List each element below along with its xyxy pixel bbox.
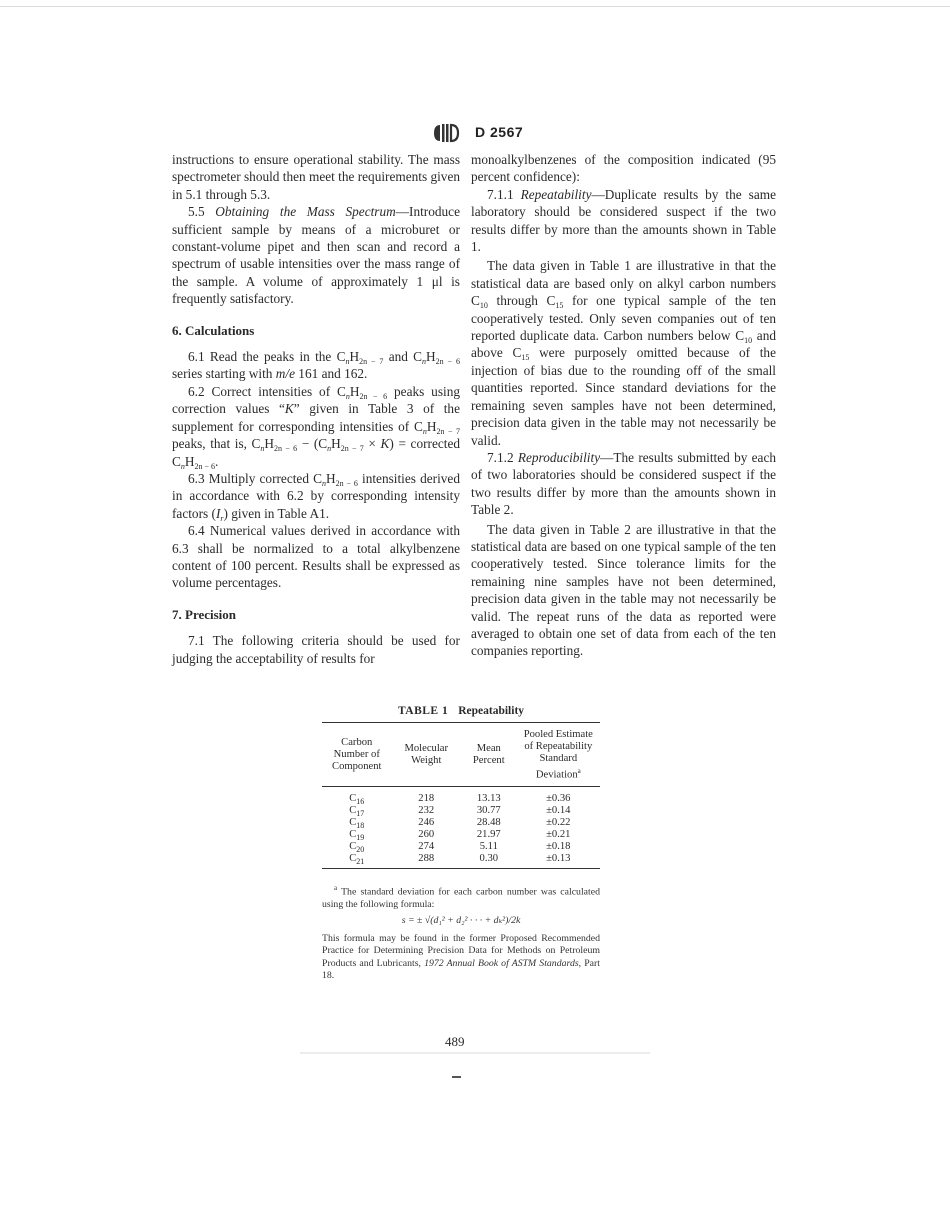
table-cell: 5.11: [479, 840, 498, 852]
paragraph-6-3: 6.3 Multiply corrected $C_nH_{2n - 6}$ intensities derived in accordance with 6.2 by corresponding intensity factors $(I_r)$ given in Table A1.: [172, 470, 460, 523]
left-column: [172, 151, 460, 667]
paragraph: monoalkylbenzenes of the composition indicated (95 percent confidence):: [471, 152, 776, 185]
table-header-row: [322, 723, 600, 787]
astm-logo-icon: [430, 123, 462, 143]
section-heading-calculations: 6. Calculations: [172, 322, 255, 338]
table-cell: ±0.21: [546, 828, 571, 840]
table-caption: [322, 705, 600, 717]
table-number: TABLE 1: [397, 705, 449, 717]
table-title: Repeatability: [458, 705, 525, 717]
table-cell: $C_{18}$: [349, 816, 365, 830]
table-row: [322, 853, 600, 869]
table-cell: 218: [418, 792, 435, 804]
section-heading-precision: 7. Precision: [172, 606, 237, 622]
table-cell: ±0.14: [546, 804, 571, 816]
table-cell: 28.48: [476, 816, 501, 828]
table-cell: 260: [418, 828, 435, 840]
paragraph-6-4: 6.4 Numerical values derived in accordance with 6.3 shall be normalized to a total alkylbenzene content of 100 percent. Results shall be expressed as volume percentages.: [172, 523, 460, 591]
scan-edge-line: [0, 6, 950, 7]
column-header: Carbon Number of Component: [322, 723, 392, 787]
table-row: [322, 841, 600, 853]
table-footnote: $^a$ The standard deviation for each carbon number was calculated using the following formula:: [322, 884, 600, 910]
table-cell: ±0.22: [546, 816, 571, 828]
page-number: 489: [445, 1034, 465, 1049]
paragraph-table1-discussion: The data given in Table 1 are illustrative in that the statistical data are based only on alkyl carbon numbers $C_{10}$ through $C_{15}$ for one typical sample of the ten cooperatively tested. Only seven companies out of ten reported duplicate data. Carbon numbers below $C_{10}$ and above $C_{15}$ were purposely omitted because of the injection of bias due to the rounding off of the small quantities reported. Since standard deviations for the remaining seven samples have not been determined, precision data given in the table may not necessarily be valid.: [471, 258, 777, 448]
table-cell: 246: [418, 816, 435, 828]
paragraph: instructions to ensure operational stability. The mass spectrometer should then meet the requirements given in 5.1 through 5.3.: [172, 152, 461, 202]
table-row: [322, 817, 600, 829]
table-cell: 21.97: [476, 828, 501, 840]
repeatability-table: [322, 722, 600, 869]
table-row: [322, 786, 600, 805]
table-footnotes: [322, 882, 600, 982]
paragraph-5-5: 5.5 Obtaining the Mass Spectrum—Introduce sufficient sample by means of a microburet or constant-volume pipet and then scan and record a spectrum of usable intensities over the mass range of the sample. A volume of approximately 1 μl is frequently satisfactory.: [172, 204, 460, 307]
table-cell: 288: [392, 853, 462, 869]
table-cell: ±0.36: [546, 792, 571, 804]
table-cell: 274: [418, 840, 435, 852]
table-cell: $C_{17}$: [349, 804, 365, 818]
right-column: [471, 151, 776, 660]
paragraph-7-1: 7.1 The following criteria should be used for judging the acceptability of results for: [172, 633, 460, 666]
table-row: [322, 829, 600, 841]
table-cell: $C_{19}$: [349, 828, 365, 842]
paragraph-6-2: 6.2 Correct intensities of $C_nH_{2n - 6}$ peaks using correction values “K” given in Table 3 of the supplement for corresponding intensities of $C_nH_{2n - 7}$ peaks, that is, $C_nH_{2n - 6} - (C_nH_{2n - 7} \times K)$ = corrected $C_nH_{2n - 6}$.: [172, 383, 460, 471]
table-row: [322, 805, 600, 817]
table-cell: $C_{20}$: [349, 840, 365, 854]
scan-smudge: [300, 1052, 650, 1054]
table-cell: 0.30: [461, 853, 517, 869]
document-id: D 2567: [475, 124, 524, 140]
column-header: Molecular Weight: [392, 723, 462, 787]
table-cell: ±0.13: [517, 853, 600, 869]
column-header: Mean Percent: [461, 723, 517, 787]
source-note: This formula may be found in the former Proposed Recommended Practice for Determining Precision Data for Methods on Petroleum Products and Lubricants, 1972 Annual Book of ASTM Standards, Part 18.: [322, 933, 600, 982]
table-cell: 232: [418, 804, 435, 816]
table-cell: ±0.18: [546, 840, 571, 852]
table-cell: $C_{16}$: [349, 792, 365, 806]
table-cell: 13.13: [476, 792, 501, 804]
table-cell: $C_{21}$: [322, 853, 392, 869]
formula: s = ± √(d₁² + d₂² · · · + dₖ²)/2k: [401, 914, 521, 926]
page-header: [0, 123, 950, 145]
scan-mark: [452, 1076, 461, 1078]
paragraph-7-1-1: 7.1.1 Repeatability—Duplicate results by the same laboratory should be considered suspect if the two results differ by more than the amounts shown in Table 1.: [471, 186, 776, 255]
paragraph-table2-discussion: The data given in Table 2 are illustrative in that the statistical data are based on one typical sample of the ten cooperatively tested. Since tolerance limits for the remaining nine samples have not been determined, precision data given in the table may not necessarily be valid. The repeat runs of the data as reported were averaged to obtain one set of data from each of the ten companies reporting.: [471, 521, 776, 659]
paragraph-7-1-2: 7.1.2 Reproducibility—The results submitted by each of two laboratories should be considered suspect if the two results differ by more than the amounts shown in Table 2.: [471, 449, 776, 518]
table-cell: 30.77: [476, 804, 501, 816]
column-header: Pooled Estimate of Repeatability Standard Deviation$^a$: [517, 723, 600, 787]
paragraph-6-1: 6.1 Read the peaks in the $C_nH_{2n - 7}$ and $C_nH_{2n - 6}$ series starting with m/e 161 and 162.: [172, 349, 460, 382]
